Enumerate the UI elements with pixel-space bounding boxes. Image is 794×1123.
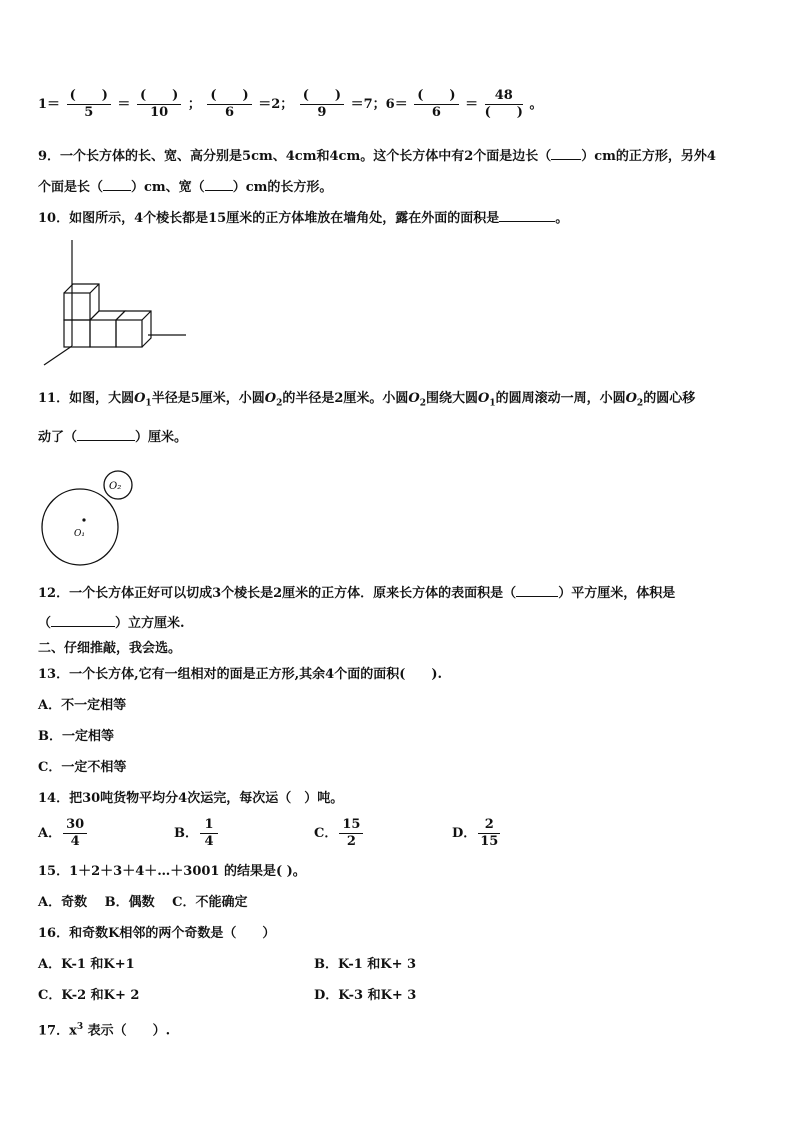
q9-blank-3: [205, 178, 233, 191]
q8-one: 1＝: [38, 97, 61, 112]
q14-option-c: C． $\frac{15}{2}$: [314, 817, 365, 850]
big-circle-center: [82, 518, 85, 521]
q12-line-2: （ ）立方厘米.: [38, 616, 185, 631]
q9-line-2: 个面是长（ ）cm、宽（ ）cm的长方形。: [38, 180, 333, 195]
q14-option-b: B． $\frac{1}{4}$: [174, 817, 220, 850]
q9-blank-2: [103, 178, 131, 191]
q13-option-c: C．一定不相等: [38, 760, 127, 775]
q8-fraction-5: $\frac{( )}{6}$: [414, 88, 458, 121]
big-circle-label: O₁: [74, 529, 85, 539]
q16-stem: 16．和奇数K相邻的两个奇数是（ ）: [38, 926, 276, 941]
q10-blank: [499, 209, 555, 222]
q8-fraction-1: $\frac{( )}{5}$: [67, 88, 111, 121]
section-2-heading: 二、仔细推敲，我会选。: [38, 641, 182, 656]
q16-option-c: C．K-2 和K+ 2: [38, 988, 140, 1003]
q15-stem: 15．1＋2＋3＋4＋…＋3001 的结果是( )。: [38, 864, 306, 879]
q12-line-1: 12．一个长方体正好可以切成3个棱长是2厘米的正方体．原来长方体的表面积是（ ）平方厘米，体积是: [38, 586, 676, 601]
q17-stem: 17．$x^3$ 表示（ ）.: [38, 1022, 171, 1039]
cube-bottom-2: [90, 320, 116, 347]
q13-option-a: A．不一定相等: [38, 698, 127, 713]
q16-option-b: B．K-1 和K+ 3: [314, 957, 417, 972]
q11-blank: [77, 428, 135, 441]
cube-bottom-3: [116, 320, 142, 347]
q16-option-a: A．K-1 和K+1: [38, 957, 135, 972]
q14-stem: 14．把30吨货物平均分4次运完，每次运（ ）吨。: [38, 791, 344, 806]
q8-fraction-2: $\frac{( )}{10}$: [137, 88, 181, 121]
wall-floor-line: [44, 346, 72, 365]
q13-stem: 13．一个长方体,它有一组相对的面是正方形,其余4个面的面积( ).: [38, 667, 443, 682]
q8-fraction-line: 1＝ $\frac{( )}{5}$ ＝ $\frac{( )}{10}$ ； $\frac{( )}{6}$ ＝2； $\frac{( )}{9}$ ＝7；6＝ $\frac{( )}{6}$ ＝ $\frac{48}{( )}$ 。: [38, 88, 543, 120]
q10-cubes-figure: [38, 238, 190, 368]
q11-circles-figure: [38, 465, 138, 575]
q15-options: A．奇数 B．偶数 C．不能确定: [38, 895, 248, 910]
big-circle: [42, 489, 118, 565]
q8-fraction-3: $\frac{( )}{6}$: [207, 88, 251, 121]
q9-blank-1: [551, 147, 581, 160]
q8-fraction-6: $\frac{48}{( )}$: [484, 88, 523, 120]
q12-blank-1: [516, 584, 558, 597]
q8-fraction-4: $\frac{( )}{9}$: [300, 88, 344, 121]
q10-text: 10．如图所示，4个棱长都是15厘米的正方体堆放在墙角处，露在外面的面积是 。: [38, 211, 569, 226]
q9-line-1: 9．一个长方体的长、宽、高分别是5cm、4cm和4cm。这个长方体中有2个面是边长（ ）cm的正方形，另外4: [38, 149, 716, 164]
cube-bottom-1: [64, 320, 90, 347]
q12-blank-2: [51, 614, 115, 627]
q11-line-1: 11．如图，大圆$O_1$半径是5厘米，小圆$O_2$的半径是2厘米。小圆$O_2$围绕大圆$O_1$的圆周滚动一周，小圆$O_2$的圆心移: [38, 391, 696, 409]
cube-top: [64, 293, 90, 320]
q13-option-b: B．一定相等: [38, 729, 114, 744]
q14-option-a: A． $\frac{30}{4}$: [38, 817, 89, 850]
q14-option-d: D． $\frac{2}{15}$: [452, 817, 499, 849]
small-circle-label: O₂: [109, 481, 122, 492]
q11-line-2: 动了（ ）厘米。: [38, 430, 188, 445]
q16-option-d: D．K-3 和K+ 3: [314, 988, 417, 1003]
